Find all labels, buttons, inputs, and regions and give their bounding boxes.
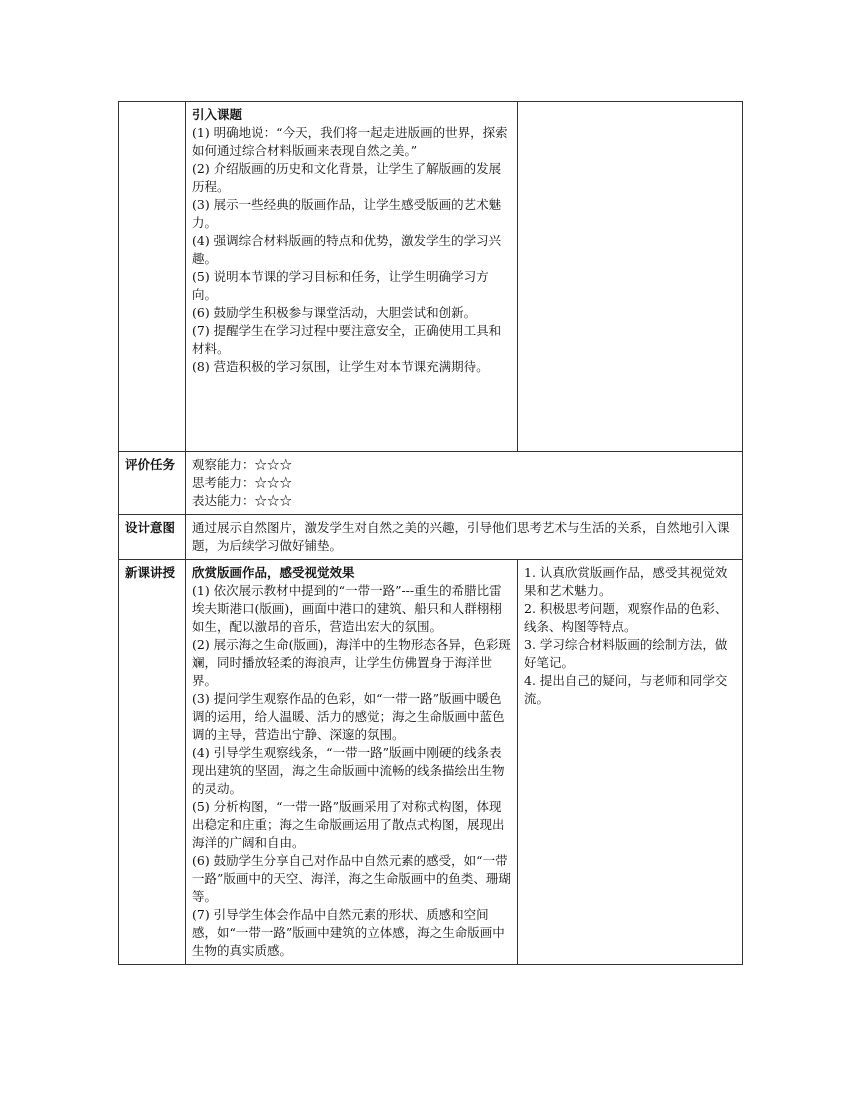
evaluation-row	[119, 452, 743, 515]
intro-title: 引入课题	[192, 107, 243, 122]
design-label: 设计意图	[119, 515, 186, 560]
intro-item: (7) 提醒学生在学习过程中要注意安全，正确使用工具和材料。	[192, 323, 502, 356]
intro-item: (4) 强调综合材料版画的特点和优势，激发学生的学习兴趣。	[192, 233, 502, 266]
new-lesson-item: (7) 引导学生体会作品中自然元素的形状、质感和空间感，如“一带一路”版画中建筑的立体感，海之生命版画中生物的真实质感。	[192, 907, 505, 958]
evaluation-item: 表达能力：☆☆☆	[192, 493, 293, 508]
new-lesson-item: (4) 引导学生观察线条，“一带一路”版画中刚硬的线条表现出建筑的坚固，海之生命版画中流畅的线条描绘出生物的灵动。	[192, 745, 505, 796]
intro-item: (5) 说明本节课的学习目标和任务，让学生明确学习方向。	[192, 269, 489, 302]
design-row	[119, 515, 743, 560]
intro-student-cell	[518, 102, 743, 452]
new-lesson-content-cell	[186, 560, 518, 965]
new-lesson-item: (1) 依次展示教材中提到的“一带一路”---重生的希腊比雷埃夫斯港口(版画)，画面中港口的建筑、船只和人群栩栩如生，配以激昂的音乐，营造出宏大的氛围。	[192, 583, 502, 634]
new-lesson-row	[119, 560, 743, 965]
intro-row	[119, 102, 743, 452]
intro-item: (8) 营造积极的学习氛围，让学生对本节课充满期待。	[192, 359, 489, 374]
new-lesson-item: (5) 分析构图，“一带一路”版画采用了对称式构图，体现出稳定和庄重；海之生命版画运用了散点式构图，展现出海洋的广阔和自由。	[192, 799, 505, 850]
new-lesson-title: 欣赏版画作品，感受视觉效果	[192, 565, 355, 580]
evaluation-label: 评价任务	[119, 452, 186, 515]
student-activity-item: 1. 认真欣赏版画作品，感受其视觉效果和艺术魅力。	[524, 565, 728, 598]
new-lesson-student-cell	[518, 560, 743, 965]
intro-item: (2) 介绍版画的历史和文化背景，让学生了解版画的发展历程。	[192, 161, 502, 194]
new-lesson-item: (3) 提问学生观察作品的色彩，如“一带一路”版画中暖色调的运用，给人温暖、活力的感觉；海之生命版画中蓝色调的主导，营造出宁静、深邃的氛围。	[192, 691, 505, 742]
intro-item: (6) 鼓励学生积极参与课堂活动，大胆尝试和创新。	[192, 305, 477, 320]
design-text: 通过展示自然图片，激发学生对自然之美的兴趣，引导他们思考艺术与生活的关系，自然地引入课题，为后续学习做好铺垫。	[186, 515, 743, 560]
intro-label-cell	[119, 102, 186, 452]
new-lesson-item: (6) 鼓励学生分享自己对作品中自然元素的感受，如“一带一路”版画中的天空、海洋，海之生命版画中的鱼类、珊瑚等。	[192, 853, 511, 904]
evaluation-content-cell	[186, 452, 743, 515]
student-activity-item: 2. 积极思考问题，观察作品的色彩、线条、构图等特点。	[524, 601, 728, 634]
intro-content-cell	[186, 102, 518, 452]
new-lesson-label: 新课讲授	[119, 560, 186, 965]
intro-item: (1) 明确地说：“今天，我们将一起走进版画的世界，探索如何通过综合材料版画来表现自然之美。”	[192, 125, 508, 158]
evaluation-item: 观察能力：☆☆☆	[192, 457, 293, 472]
evaluation-item: 思考能力：☆☆☆	[192, 475, 293, 490]
student-activity-item: 4. 提出自己的疑问，与老师和同学交流。	[524, 673, 728, 706]
new-lesson-item: (2) 展示海之生命(版画)，海洋中的生物形态各异，色彩斑斓，同时播放轻柔的海浪声，让学生仿佛置身于海洋世界。	[192, 637, 511, 688]
student-activity-item: 3. 学习综合材料版画的绘制方法，做好笔记。	[524, 637, 728, 670]
lesson-plan-table	[118, 101, 743, 965]
intro-item: (3) 展示一些经典的版画作品，让学生感受版画的艺术魅力。	[192, 197, 502, 230]
